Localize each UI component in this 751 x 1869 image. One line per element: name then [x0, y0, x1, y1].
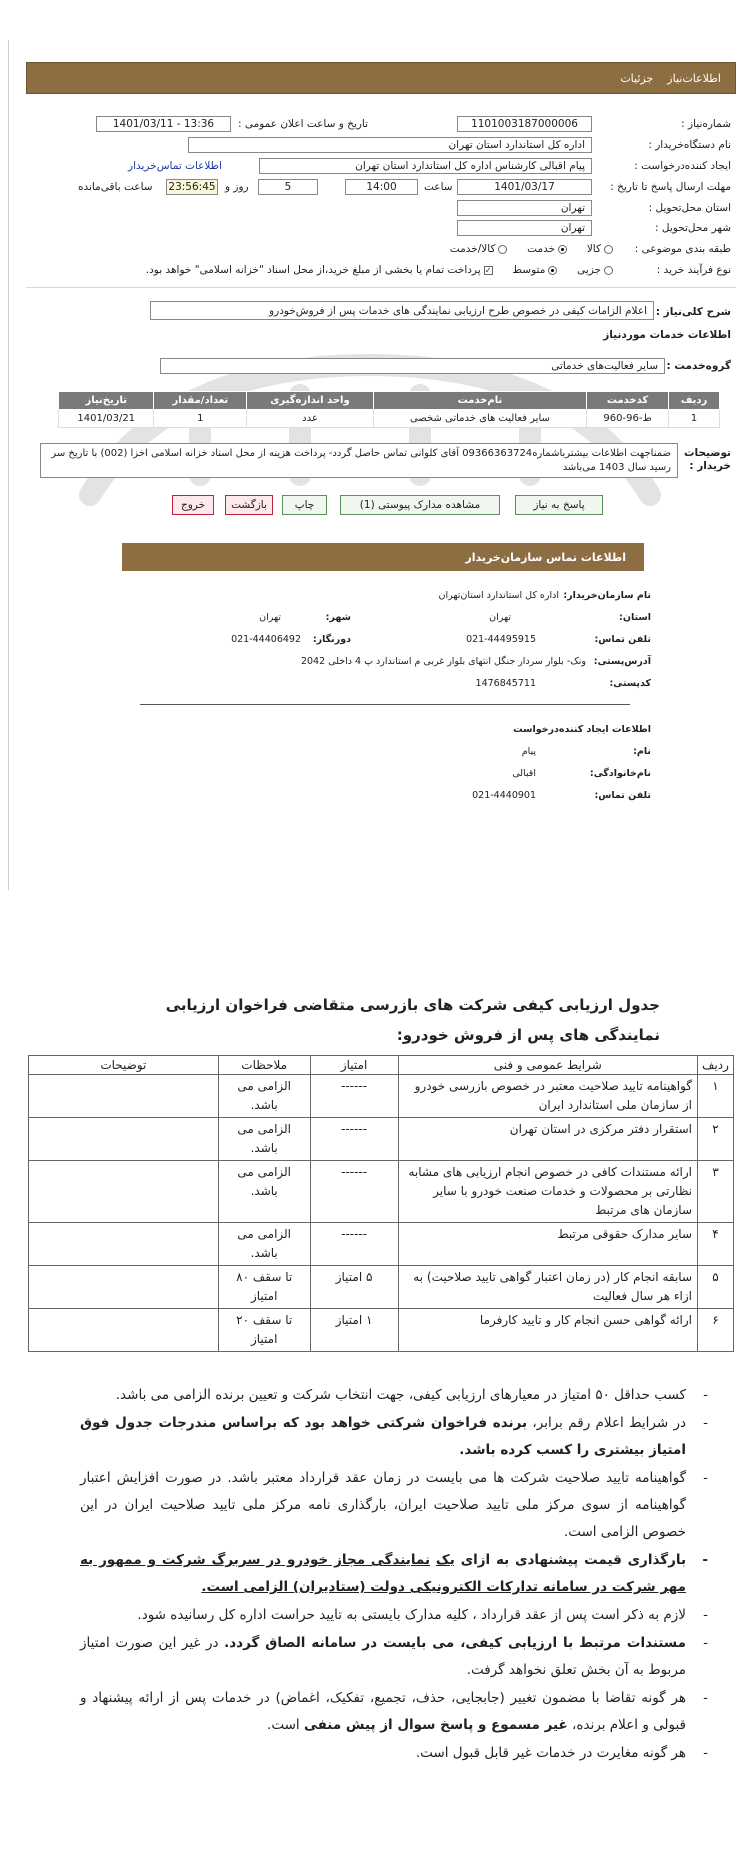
group-label: گروه‌خدمت :: [666, 360, 731, 372]
evaluation-table: [28, 1055, 734, 1352]
need-number-label: شماره‌نیاز :: [681, 118, 731, 130]
col-qty: تعداد/مقدار: [154, 392, 247, 410]
contact-divider: [140, 704, 630, 705]
eval-col-row: ردیف: [698, 1056, 734, 1075]
exit-button[interactable]: خروج: [172, 495, 214, 515]
services-title: اطلاعات خدمات موردنیاز: [603, 329, 731, 341]
contact-header: اطلاعات تماس سازمان‌خریدار: [122, 543, 644, 571]
eval-cell: [29, 1223, 219, 1266]
family-value: اقبالی: [512, 768, 536, 779]
radio-partial-label: جزیی: [577, 264, 601, 276]
creator-info-title: اطلاعات ایجاد کننده‌درخواست: [513, 724, 651, 735]
family-label: نام‌خانوادگی:: [589, 768, 651, 779]
radio-service-label: خدمت: [527, 243, 556, 255]
eval-cell: ۱ امتیاز: [310, 1309, 398, 1352]
need-number-value: 1101003187000006: [457, 116, 592, 132]
col-unit: واحد اندازه‌گیری: [247, 392, 374, 410]
note-text-bold: مستندات مرتبط با ارزیابی کیفی، می بایست در سامانه الصاق گردد.: [224, 1635, 686, 1651]
col-name: نام‌خدمت: [373, 392, 586, 410]
eval-cell: ------: [310, 1118, 398, 1161]
evaluation-title: جدول ارزیابی کیفی شرکت های بازرسی متقاضی فراخوان ارزیابی نمایندگی های پس از فروش خودرو:: [165, 996, 660, 1044]
list-item: [80, 1410, 720, 1464]
creator-label: ایجاد کننده‌درخواست :: [634, 160, 731, 172]
cell-qty: 1: [154, 410, 247, 428]
note-text: در شرایط اعلام رقم برابر،: [532, 1415, 686, 1431]
city-label: شهر محل‌تحویل :: [655, 222, 731, 234]
remaining-label: ساعت باقی‌مانده: [78, 181, 153, 193]
deadline-label: مهلت ارسال پاسخ تا تاریخ :: [610, 181, 731, 193]
phone-value: 021-44495915: [466, 634, 536, 645]
eval-cell: ۲: [698, 1118, 734, 1161]
eval-cell: ارائه مستندات کافی در خصوص انجام ارزیابی های مشابه نظارتی بر محصولات و خدمات صنعت خودرو با سایر سازمان های مرتبط: [398, 1161, 697, 1223]
province-contact-value: تهران: [489, 612, 511, 623]
list-item: [80, 1547, 720, 1601]
table-row: [29, 1075, 734, 1118]
buyer-label: نام دستگاه‌خریدار :: [648, 139, 731, 151]
eval-cell: ۶: [698, 1309, 734, 1352]
deadline-time: 14:00: [345, 179, 418, 195]
eval-cell: ------: [310, 1075, 398, 1118]
note-text: گواهینامه تایید صلاحیت شرکت ها می بایست در زمان عقد قرارداد معتبر باشد. در صورت افزایش اعتبار گواهینامه از سوی مرکز ملی تایید صلاحیت ایران، بارگذاری نامه مرکز ملی تایید صلاحیت ایران در این خصوص الزامی است.: [80, 1470, 686, 1540]
process-label: نوع فرآیند خرید :: [656, 264, 731, 276]
note-text-underlined: نمایندگی مجاز خودرو در سربرگ شرکت و ممهور به مهر شرکت در سامانه تدارکات الکترونیکی دولت (ستادیران) الزامی است.: [80, 1552, 686, 1595]
cell-unit: عدد: [247, 410, 374, 428]
days-value: 5: [258, 179, 318, 195]
days-label: روز و: [225, 181, 249, 193]
radio-service[interactable]: [558, 245, 567, 254]
eval-cell: سابقه انجام کار (در زمان اعتبار گواهی تایید صلاحیت) به ازاء هر سال فعالیت: [398, 1266, 697, 1309]
table-row: [29, 1161, 734, 1223]
note-text: کسب حداقل ۵۰ امتیاز در معیارهای ارزیابی کیفی، جهت انتخاب شرکت و تعیین برنده الزامی می باشد.: [115, 1387, 686, 1403]
province-contact-label: استان:: [619, 612, 651, 623]
creator-phone-value: 021-4440901: [472, 790, 536, 801]
print-button[interactable]: چاپ: [282, 495, 327, 515]
eval-cell: الزامی می باشد.: [218, 1075, 310, 1118]
eval-cell: ۱: [698, 1075, 734, 1118]
announce-label: تاریخ و ساعت اعلان عمومی :: [238, 118, 369, 130]
radio-goods-service[interactable]: [498, 245, 507, 254]
note-text: لازم به ذکر است پس از عقد قرارداد ، کلیه مدارک بایستی به تایید حراست اداره کل رسانیده شود.: [137, 1607, 686, 1623]
top-nav-bar: [26, 62, 736, 94]
creator-value: پیام اقبالی کارشناس اداره کل استاندارد استان تهران: [259, 158, 592, 174]
list-item: [80, 1382, 720, 1409]
reply-button[interactable]: پاسخ به نیاز: [515, 495, 603, 515]
creator-phone-label: تلفن تماس:: [594, 790, 651, 801]
eval-cell: [29, 1118, 219, 1161]
process-options: [146, 264, 616, 276]
eval-cell: الزامی می باشد.: [218, 1118, 310, 1161]
desc-label: شرح کلی‌نیاز :: [655, 306, 731, 318]
radio-partial[interactable]: [604, 266, 613, 275]
eval-col-desc: توضیحات: [29, 1056, 219, 1075]
announce-value: 1401/03/11 - 13:36: [96, 116, 231, 132]
radio-goods-service-label: کالا/خدمت: [449, 243, 496, 255]
back-button[interactable]: بازگشت: [225, 495, 273, 515]
cell-row: 1: [669, 410, 720, 428]
radio-medium[interactable]: [548, 266, 557, 275]
postal-label: کدپستی:: [609, 678, 651, 689]
cell-name: سایر فعالیت های خدماتی شخصی: [373, 410, 586, 428]
province-value: تهران: [457, 200, 592, 216]
category-label: طبقه بندی موضوعی :: [634, 243, 731, 255]
address-value: ونک- بلوار سردار جنگل انتهای بلوار غربی م استاندارد پ 4 داخلی 2042: [300, 656, 586, 667]
name-label: نام:: [633, 746, 651, 757]
table-row: [59, 410, 720, 428]
buyer-notes-label: توضیحات خریدار :: [683, 447, 731, 472]
table-row: [29, 1223, 734, 1266]
eval-col-condition: شرایط عمومی و فنی: [398, 1056, 697, 1075]
note-text-bold: برنده فراخوان شرکتی خواهد بود که براساس مندرجات جدول فوق امتیاز بیشتری را کسب کرده باشد.: [80, 1415, 686, 1458]
eval-cell: ------: [310, 1161, 398, 1223]
eval-cell: الزامی می باشد.: [218, 1223, 310, 1266]
eval-cell: [29, 1266, 219, 1309]
eval-cell: [29, 1161, 219, 1223]
remaining-time: 23:56:45: [166, 179, 218, 195]
attachments-button[interactable]: مشاهده مدارک پیوستی (1): [340, 495, 500, 515]
eval-cell: [29, 1075, 219, 1118]
desc-value: اعلام الزامات کیفی در خصوص طرح ارزیابی نمایندگی های خدمات پس از فروش‌خودرو: [150, 301, 654, 320]
cell-code: ط-96-960: [587, 410, 669, 428]
tab-need-info[interactable]: اطلاعات‌نیاز: [667, 71, 721, 85]
eval-cell: ۴: [698, 1223, 734, 1266]
eval-cell: ۳: [698, 1161, 734, 1223]
col-date: تاریخ‌نیاز: [59, 392, 154, 410]
eval-cell: ------: [310, 1223, 398, 1266]
notes-list: [80, 1382, 720, 1768]
fax-label: دورنگار:: [312, 634, 351, 645]
city-contact-value: تهران: [259, 612, 281, 623]
deadline-time-label: ساعت: [424, 181, 453, 193]
note-text: هر گونه تقاضا با مضمون تغییر (جابجایی، حذف، تجمیع، تفکیک، اغماض) در خدمات پس از ارائه پیشنهاد و قبولی و اعلام برنده،: [80, 1690, 686, 1733]
buyer-notes-value: ضمناجهت اطلاعات بیشترباشماره09366363724 آقای کلوانی تماس حاصل گردد- پرداخت هزینه از محل اسناد خزانه اسلامی اخزا (002) با تاریخ سر رسید سال 1403 می‌باشد: [40, 443, 678, 478]
radio-medium-label: متوسط: [512, 264, 546, 276]
group-value: سایر فعالیت‌های خدماتی: [160, 358, 665, 374]
postal-value: 1476845711: [475, 678, 536, 689]
deadline-date: 1401/03/17: [457, 179, 592, 195]
cell-date: 1401/03/21: [59, 410, 154, 428]
table-row: [29, 1266, 734, 1309]
note-text: در غیر این صورت امتیاز مربوط به آن بخش تعلق نخواهد گرفت.: [80, 1635, 686, 1678]
radio-goods-label: کالا: [586, 243, 601, 255]
eval-cell: تا سقف ۲۰ امتیاز: [218, 1309, 310, 1352]
divider: [26, 287, 736, 288]
buyer-value: اداره کل استاندارد استان تهران: [188, 137, 592, 153]
tab-details[interactable]: جزئیات: [620, 71, 654, 85]
items-table: [58, 391, 720, 428]
province-label: استان محل‌تحویل :: [648, 202, 731, 214]
name-value: پیام: [521, 746, 536, 757]
eval-cell: الزامی می باشد.: [218, 1161, 310, 1223]
col-code: کدخدمت: [587, 392, 669, 410]
treasury-note: پرداخت تمام یا بخشی از مبلغ خرید،از محل اسناد "خزانه اسلامی" خواهد بود.: [145, 264, 481, 276]
col-row: ردیف: [669, 392, 720, 410]
list-item: [80, 1602, 720, 1629]
treasury-checkbox[interactable]: ✓: [484, 265, 492, 275]
eval-col-score: امتیاز: [310, 1056, 398, 1075]
page-border-line: [8, 40, 9, 890]
eval-cell: تا سقف ۸۰ امتیاز: [218, 1266, 310, 1309]
org-value: اداره کل استاندارد استان‌تهران: [438, 590, 559, 601]
city-contact-label: شهر:: [325, 612, 351, 623]
org-label: نام سازمان‌خریدار:: [563, 590, 651, 601]
eval-cell: [29, 1309, 219, 1352]
radio-goods[interactable]: [604, 245, 613, 254]
address-label: آدرس‌پستی:: [593, 656, 651, 667]
list-item: [80, 1685, 720, 1739]
phone-label: تلفن تماس:: [594, 634, 651, 645]
category-options: [450, 243, 616, 255]
eval-cell: سایر مدارک حقوقی مرتبط: [398, 1223, 697, 1266]
table-row: [29, 1118, 734, 1161]
city-value: تهران: [457, 220, 592, 236]
note-text: است.: [267, 1717, 304, 1733]
note-text: هر گونه مغایرت در خدمات غیر قابل قبول است.: [415, 1745, 686, 1761]
eval-cell: ۵: [698, 1266, 734, 1309]
note-text-underlined: یک: [435, 1552, 455, 1568]
list-item: [80, 1630, 720, 1684]
eval-cell: ۵ امتیاز: [310, 1266, 398, 1309]
eval-cell: استقرار دفتر مرکزی در استان تهران: [398, 1118, 697, 1161]
buyer-contact-link[interactable]: اطلاعات تماس‌خریدار: [128, 160, 222, 172]
list-item: [80, 1740, 720, 1767]
note-text-bold: غیر مسموع و پاسخ سوال از پیش منفی: [303, 1717, 568, 1733]
eval-cell: گواهینامه تایید صلاحیت معتبر در خصوص بازرسی خودرو از سازمان ملی استاندارد ایران: [398, 1075, 697, 1118]
fax-value: 021-44406492: [231, 634, 301, 645]
eval-cell: ارائه گواهی حسن انجام کار و تایید کارفرما: [398, 1309, 697, 1352]
table-row: [29, 1309, 734, 1352]
list-item: [80, 1465, 720, 1546]
note-text-bold: بارگذاری قیمت پیشنهادی به ازای: [460, 1552, 687, 1568]
eval-col-remarks: ملاحظات: [218, 1056, 310, 1075]
